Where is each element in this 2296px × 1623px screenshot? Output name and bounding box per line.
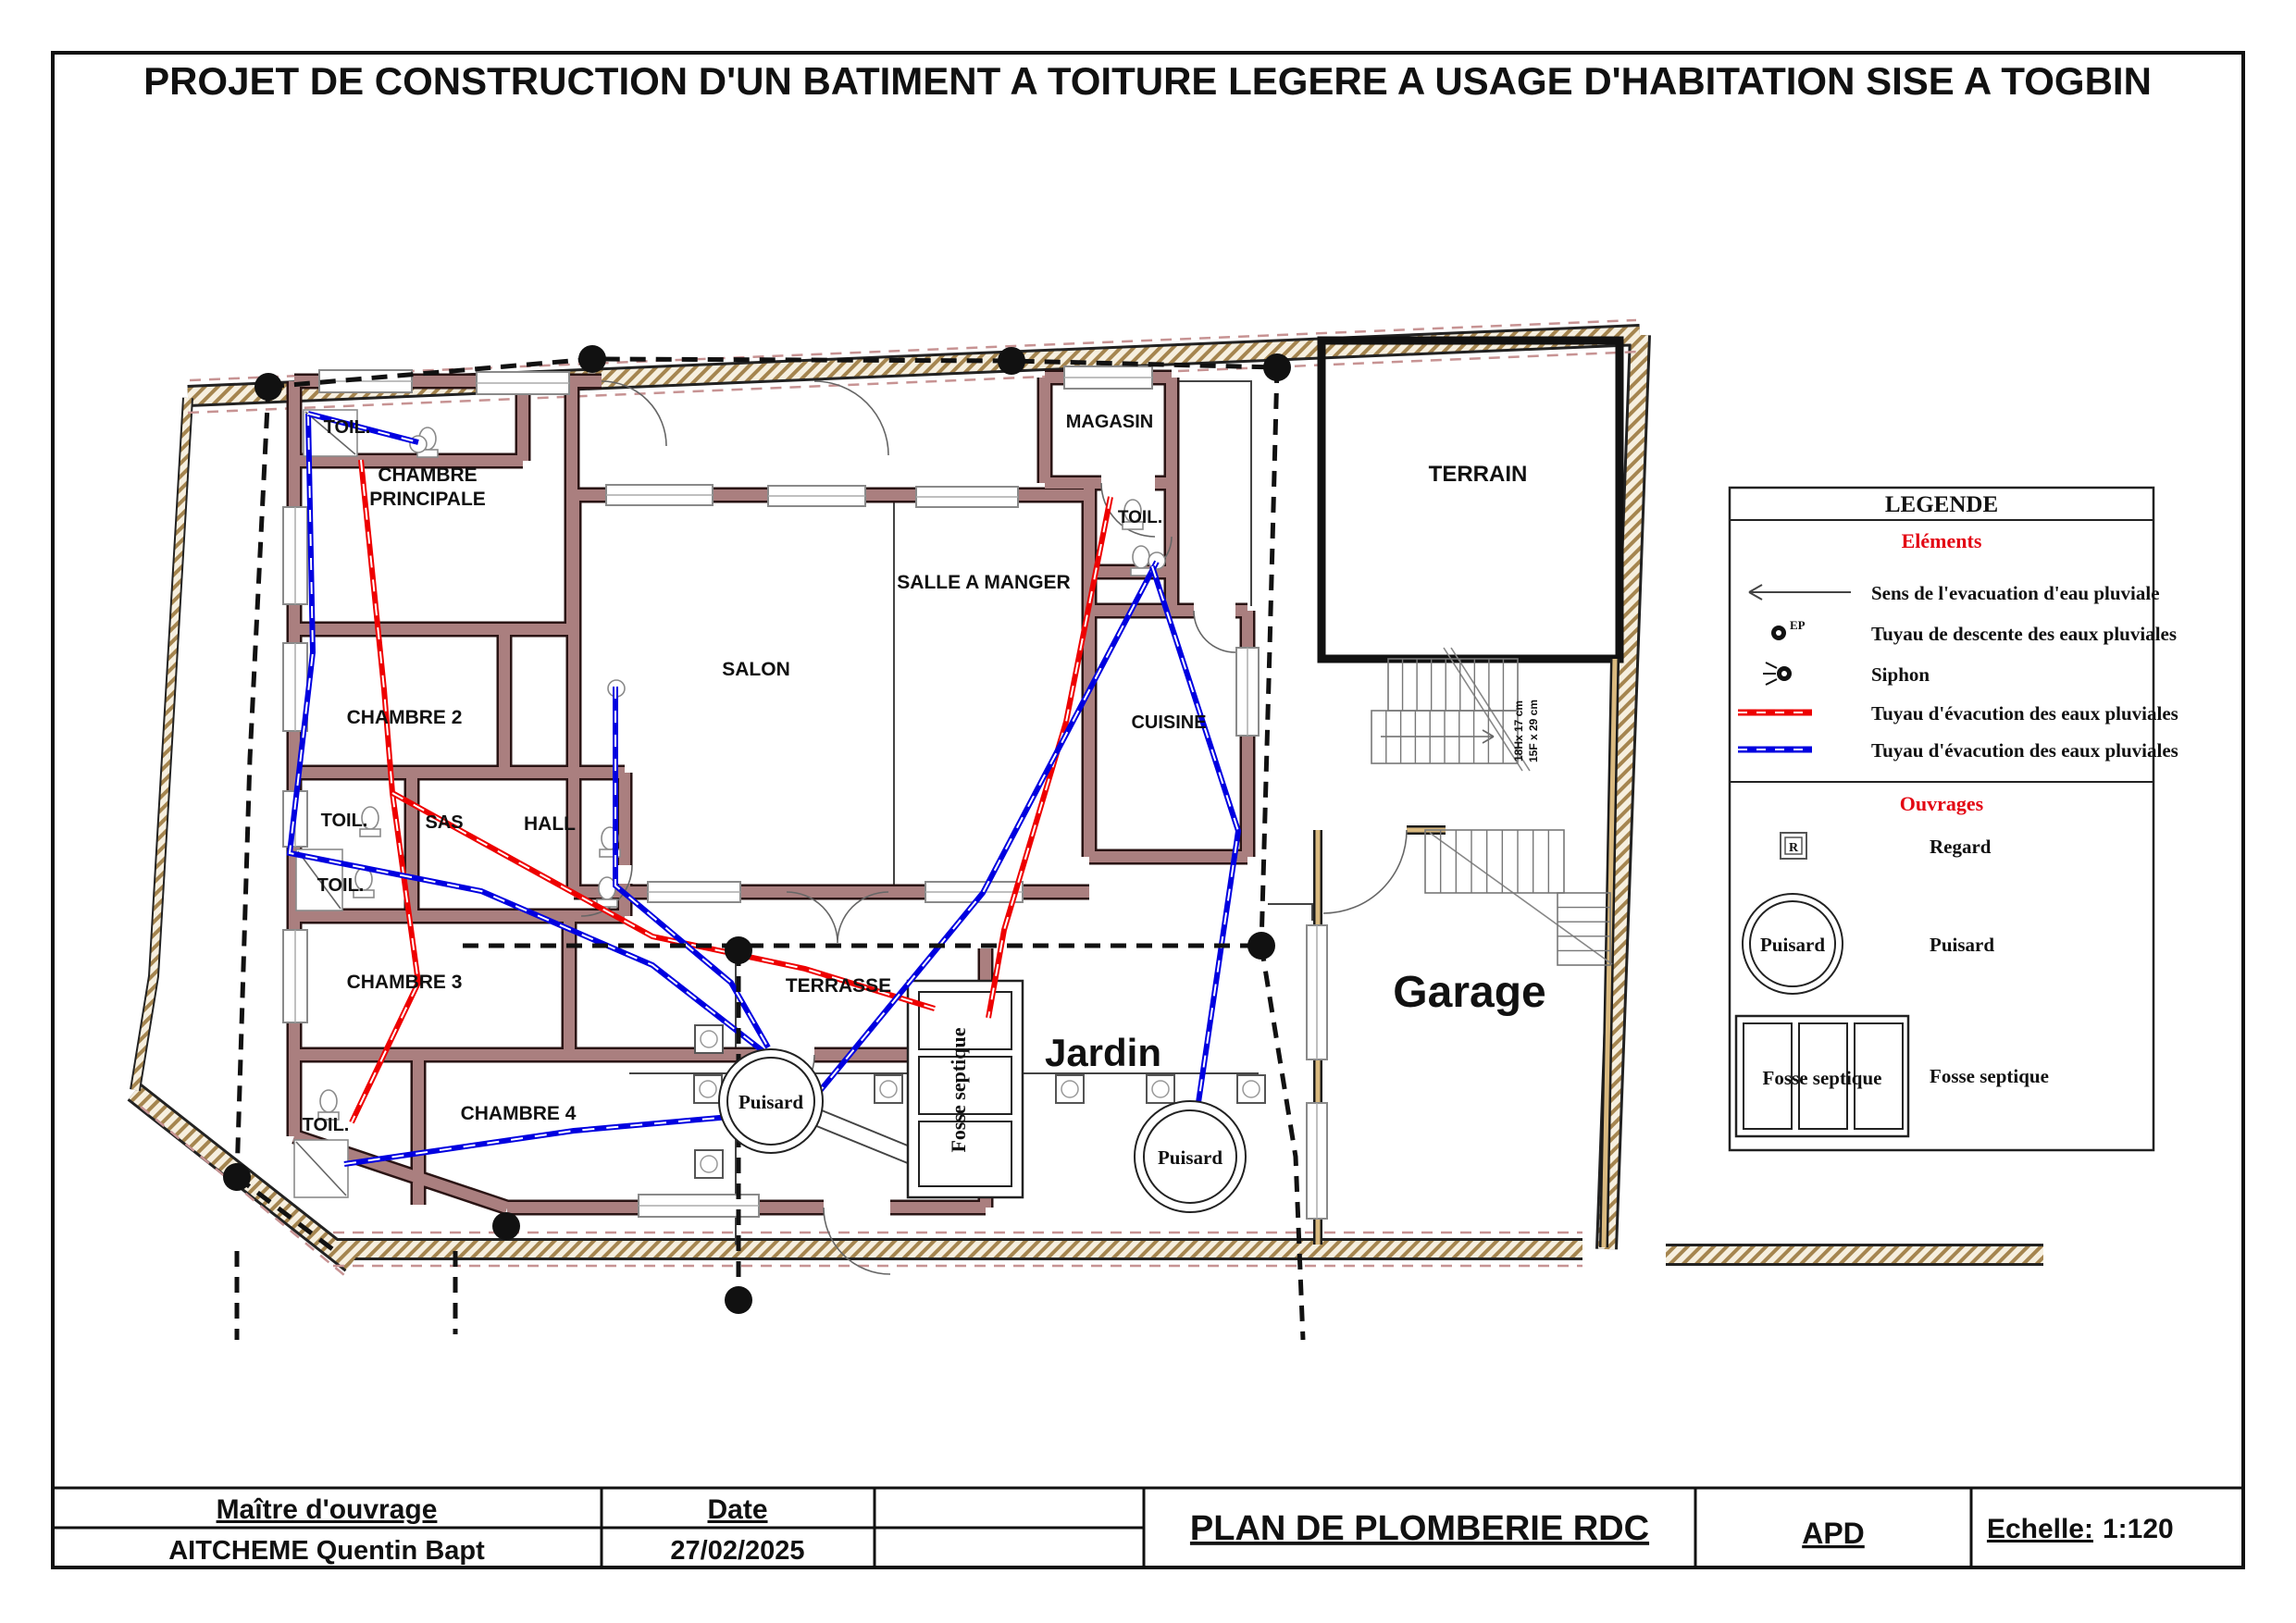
toilet-fixture [320, 1090, 337, 1112]
owner-label: Maître d'ouvrage [216, 1494, 438, 1525]
legend [1730, 488, 2178, 1150]
legend-item-label: Tuyau d'évacution des eaux pluviales [1871, 702, 2178, 725]
room-label-toil-: TOIL. [1117, 508, 1163, 527]
legend-title: LEGENDE [1884, 492, 1999, 517]
toilet-fixture [1133, 546, 1149, 568]
column-post [875, 1075, 902, 1103]
room-label-toil-: TOIL. [320, 811, 368, 831]
column-post [695, 1150, 723, 1178]
legend-item-label: Sens de l'evacuation d'eau pluviale [1871, 582, 2160, 604]
garage-walls [1318, 659, 1615, 1247]
ep-downspout-dot [1263, 353, 1291, 381]
svg-text:18Hx 17 cm: 18Hx 17 cm [1512, 700, 1525, 762]
room-label-terrasse: TERRASSE [785, 975, 892, 997]
room-label-jardin: Jardin [1044, 1031, 1162, 1074]
regard-icon [1781, 833, 1806, 859]
ep-downspout-dot [223, 1163, 251, 1191]
room-label-salle-a-manger: SALLE A MANGER [897, 572, 1071, 593]
room-label-salon: SALON [722, 659, 790, 680]
ep-downspout-dot [725, 936, 752, 964]
legend-item-label: Siphon [1871, 663, 1930, 686]
room-label-terrain: TERRAIN [1428, 462, 1528, 487]
stair-dimension-label [1512, 700, 1540, 762]
legend-item-label: Tuyau de descente des eaux pluviales [1871, 623, 2178, 645]
room-label-principale: PRINCIPALE [369, 489, 486, 510]
svg-text:Puisard: Puisard [1759, 934, 1826, 956]
room-label-puisard: Puisard [1157, 1146, 1223, 1169]
room-label-puisard: Puisard [738, 1091, 804, 1113]
ep-downspout-dot [1247, 932, 1275, 960]
drawing-title: PLAN DE PLOMBERIE RDC [1189, 1509, 1650, 1548]
date-value: 27/02/2025 [670, 1536, 805, 1566]
property-boundary-dash [1261, 946, 1303, 1340]
column-post [1237, 1075, 1265, 1103]
property-boundary-dash [1261, 367, 1277, 946]
ep-downspout-dot [725, 1286, 752, 1314]
ep-downspout-dot [998, 347, 1025, 375]
phase-label: APD [1802, 1517, 1865, 1550]
room-label-cuisine: CUISINE [1131, 712, 1207, 733]
legend-item-label: Regard [1930, 836, 1992, 858]
svg-text:15F x 29 cm: 15F x 29 cm [1527, 699, 1540, 763]
title-block [53, 1488, 2243, 1567]
ep-downspout-dot [578, 345, 606, 373]
room-label-toil-: TOIL. [316, 875, 365, 896]
room-label-toil-: TOIL. [302, 1115, 350, 1135]
scale-value: 1:120 [2103, 1514, 2174, 1544]
legend-item-label: Fosse septique [1930, 1065, 2049, 1087]
column-post [695, 1025, 723, 1053]
room-label-toil-: TOIL. [323, 417, 371, 438]
room-label-fosse-septique: Fosse septique [947, 1027, 970, 1153]
column-post [694, 1075, 722, 1103]
ep-downspout-dot [492, 1212, 520, 1240]
stairs [1371, 648, 1612, 965]
legend-heading-elements: Eléments [1901, 529, 1982, 552]
room-label-chambre: CHAMBRE [378, 465, 478, 486]
legend-heading-ouvrages: Ouvrages [1899, 792, 1984, 815]
room-label-magasin: MAGASIN [1065, 412, 1154, 432]
room-label-chambre-3: CHAMBRE 3 [346, 972, 463, 993]
svg-text:Fosse septique: Fosse septique [1762, 1067, 1882, 1089]
property-boundary-dash [237, 387, 268, 1177]
column-post [1056, 1075, 1084, 1103]
terrain-outline [1322, 341, 1620, 659]
room-label-garage: Garage [1393, 968, 1546, 1017]
date-label: Date [707, 1494, 768, 1525]
ep-downspout-dot [254, 373, 282, 401]
owner-value: AITCHEME Quentin Bapt [168, 1536, 485, 1566]
sheet-title: PROJET DE CONSTRUCTION D'UN BATIMENT A TOITURE LEGERE A USAGE D'HABITATION SISE A TOGBIN [143, 59, 2152, 103]
room-label-hall: HALL [524, 813, 576, 835]
column-post [1147, 1075, 1174, 1103]
scale-label: Echelle: [1986, 1514, 2093, 1544]
legend-item-label: Tuyau d'évacution des eaux pluviales [1871, 739, 2178, 762]
svg-text:R: R [1788, 841, 1799, 855]
room-label-chambre-4: CHAMBRE 4 [460, 1103, 577, 1124]
svg-text:EP: EP [1790, 618, 1806, 632]
room-label-sas: SAS [425, 812, 464, 833]
legend-item-label: Puisard [1930, 934, 1995, 956]
room-label-chambre-2: CHAMBRE 2 [346, 707, 463, 728]
